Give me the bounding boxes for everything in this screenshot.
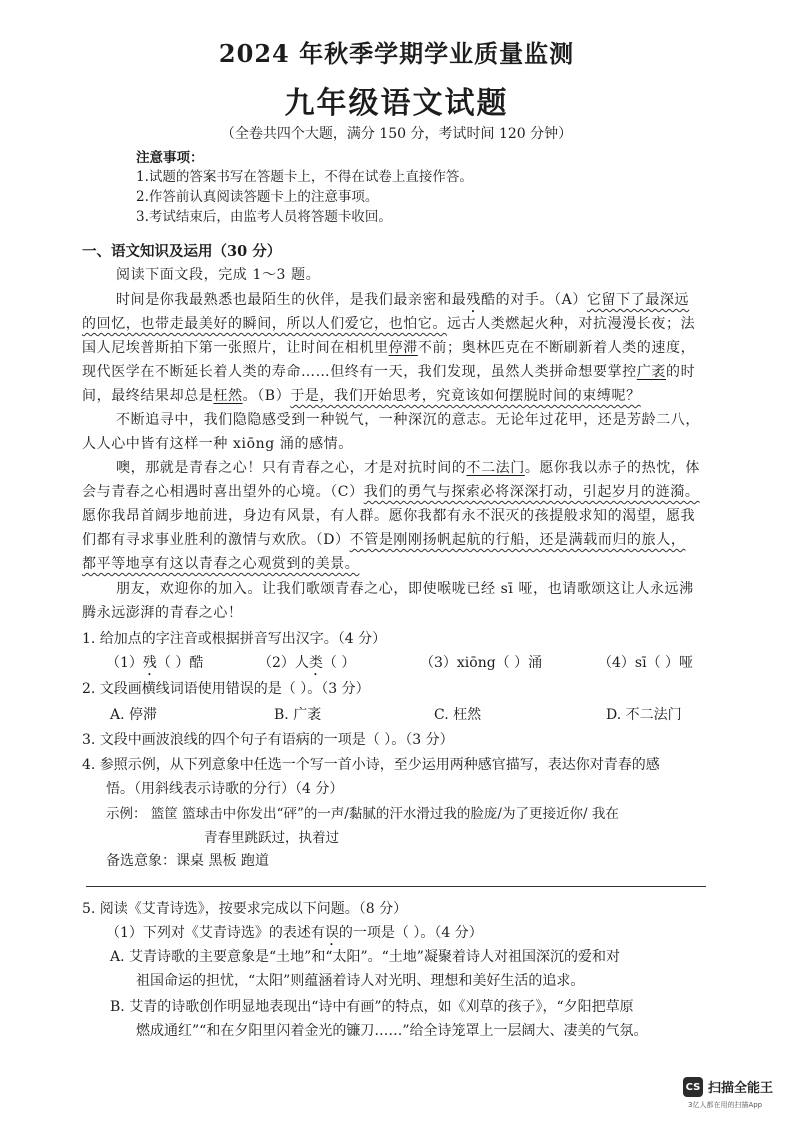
question-1-option: （1）残（ ）酷	[106, 655, 204, 671]
passage-line: 现代医学在不断延长着人类的寿命……但终有一天，我们发现，虽然人类拼命想要掌控广袤的时	[82, 364, 696, 380]
question-4-example: 青春里跳跃过，执着过	[204, 830, 339, 846]
question-2-option: C. 枉然	[434, 707, 482, 723]
passage-line: 的回忆，也带走最美好的瞬间，所以人们爱它，也怕它。远古人类燃起火种，对抗漫漫长夜；法	[82, 316, 696, 332]
question-1-stem: 1. 给加点的字注音或根据拼音写出汉字。（4 分）	[82, 631, 387, 647]
question-5-option: 燃成通红”“和在夕阳里闪着金光的镰刀……”给全诗笼罩上一层阔大、凄美的气氛。	[136, 1023, 648, 1039]
question-4-stem: 悟。（用斜线表示诗歌的分行）（4 分）	[106, 781, 344, 797]
scanner-tagline: 3亿人都在用的扫描App	[688, 1101, 763, 1109]
question-5-sub: （1）下列对《艾青诗选》的表述有误的一项是（ ）。（4 分）	[106, 925, 483, 941]
passage-line: 噢，那就是青春之心！只有青春之心，才是对抗时间的不二法门。愿你我以赤子的热忱，体	[116, 460, 701, 476]
section-heading: 一、语文知识及运用（30 分）	[82, 243, 282, 260]
scanner-app-name: 扫描全能王	[708, 1081, 774, 1096]
passage-intro: 阅读下面文段，完成 1～3 题。	[116, 267, 321, 283]
notes-item: 1.试题的答案书写在答题卡上，不得在试卷上直接作答。	[136, 169, 473, 185]
question-5-option: B. 艾青的诗歌创作明显地表现出“诗中有画”的特点，如《刈草的孩子》，“夕阳把草原	[110, 999, 634, 1015]
question-4-stem: 4. 参照示例，从下列意象中任选一个写一首小诗，至少运用两种感官描写，表达你对青春的感	[82, 757, 660, 773]
question-4-example: 示例： 篮筐 篮球击中你发出“砰”的一声/黏腻的汗水滑过我的脸庞/为了更接近你/ 我在	[106, 806, 619, 822]
scanner-logo-icon: CS	[683, 1077, 703, 1097]
question-4-choices: 备选意象：课桌 黑板 跑道	[106, 853, 269, 869]
exam-subtitle: 九年级语文试题	[284, 86, 509, 121]
passage-line: 时间是你我最熟悉也最陌生的伙伴，是我们最亲密和最残酷的对手。（A）它留下了最深远	[116, 292, 690, 308]
question-1-option: （2）人类（ ）	[258, 655, 356, 671]
passage-line: 朋友，欢迎你的加入。让我们歌颂青春之心，即使喉咙已经 sī 哑，也请歌颂这让人永远沸	[116, 581, 694, 597]
notes-item: 2.作答前认真阅读答题卡上的注意事项。	[136, 189, 379, 205]
question-5-option: 祖国命运的担忧，“太阳”则蕴涵着诗人对光明、理想和美好生活的追求。	[136, 973, 585, 989]
passage-line: 会与青春之心相遇时喜出望外的心境。（C）我们的勇气与探索必将深深打动，引起岁月的涟漪。	[82, 484, 700, 500]
exam-title: 2024 年秋季学期学业质量监测	[218, 39, 575, 68]
notes-item: 3.考试结束后，由监考人员将答题卡收回。	[136, 209, 392, 225]
question-1-option: （4）sī（ ）哑	[598, 655, 694, 671]
question-5-stem: 5. 阅读《艾青诗选》，按要求完成以下问题。（8 分）	[82, 901, 408, 917]
passage-line: 不断追寻中，我们隐隐感受到一种锐气，一种深沉的意志。无论年过花甲，还是芳龄二八，	[116, 412, 700, 428]
passage-line: 腾永远澎湃的青春之心！	[82, 605, 243, 621]
question-3-stem: 3. 文段中画波浪线的四个句子有语病的一项是（ ）。（3 分）	[82, 732, 454, 748]
question-2-option: A. 停滞	[110, 707, 158, 723]
passage-line: 愿你我昂首阔步地前进，身边有风景，有人群。愿你我都有永不泯灭的孩提般求知的渴望，愿我	[82, 508, 696, 524]
question-1-option: （3）xiōng（ ）涌	[420, 655, 543, 671]
passage-line: 们都有寻求事业胜利的激情与欢欣。（D）不管是刚刚扬帆起航的行船，还是满载而归的旅人，	[82, 532, 686, 548]
answer-line	[86, 886, 706, 887]
question-2-option: D. 不二法门	[606, 707, 682, 723]
passage-line: 国人尼埃普斯拍下第一张照片，让时间在相机里停滞不前；奥林匹克在不断刷新着人类的速度，	[82, 340, 696, 356]
passage-line: 都平等地享有这以青春之心观赏到的美景。	[82, 556, 360, 572]
notes-heading: 注意事项：	[136, 150, 204, 166]
passage-line: 间，最终结果却总是枉然。（B）于是，我们开始思考，究竟该如何摆脱时间的束缚呢？	[82, 388, 641, 404]
question-2-stem: 2. 文段画横线词语使用错误的是（ ）。（3 分）	[82, 681, 370, 697]
exam-info: （全卷共四个大题，满分 150 分，考试时间 120 分钟）	[220, 126, 573, 142]
question-5-option: A. 艾青诗歌的主要意象是“土地”和“太阳”。“土地”凝聚着诗人对祖国深沉的爱和对	[110, 949, 620, 965]
passage-line: 人人心中皆有这样一种 xiōng 涌的感情。	[82, 436, 353, 452]
question-2-option: B. 广袤	[274, 707, 322, 723]
